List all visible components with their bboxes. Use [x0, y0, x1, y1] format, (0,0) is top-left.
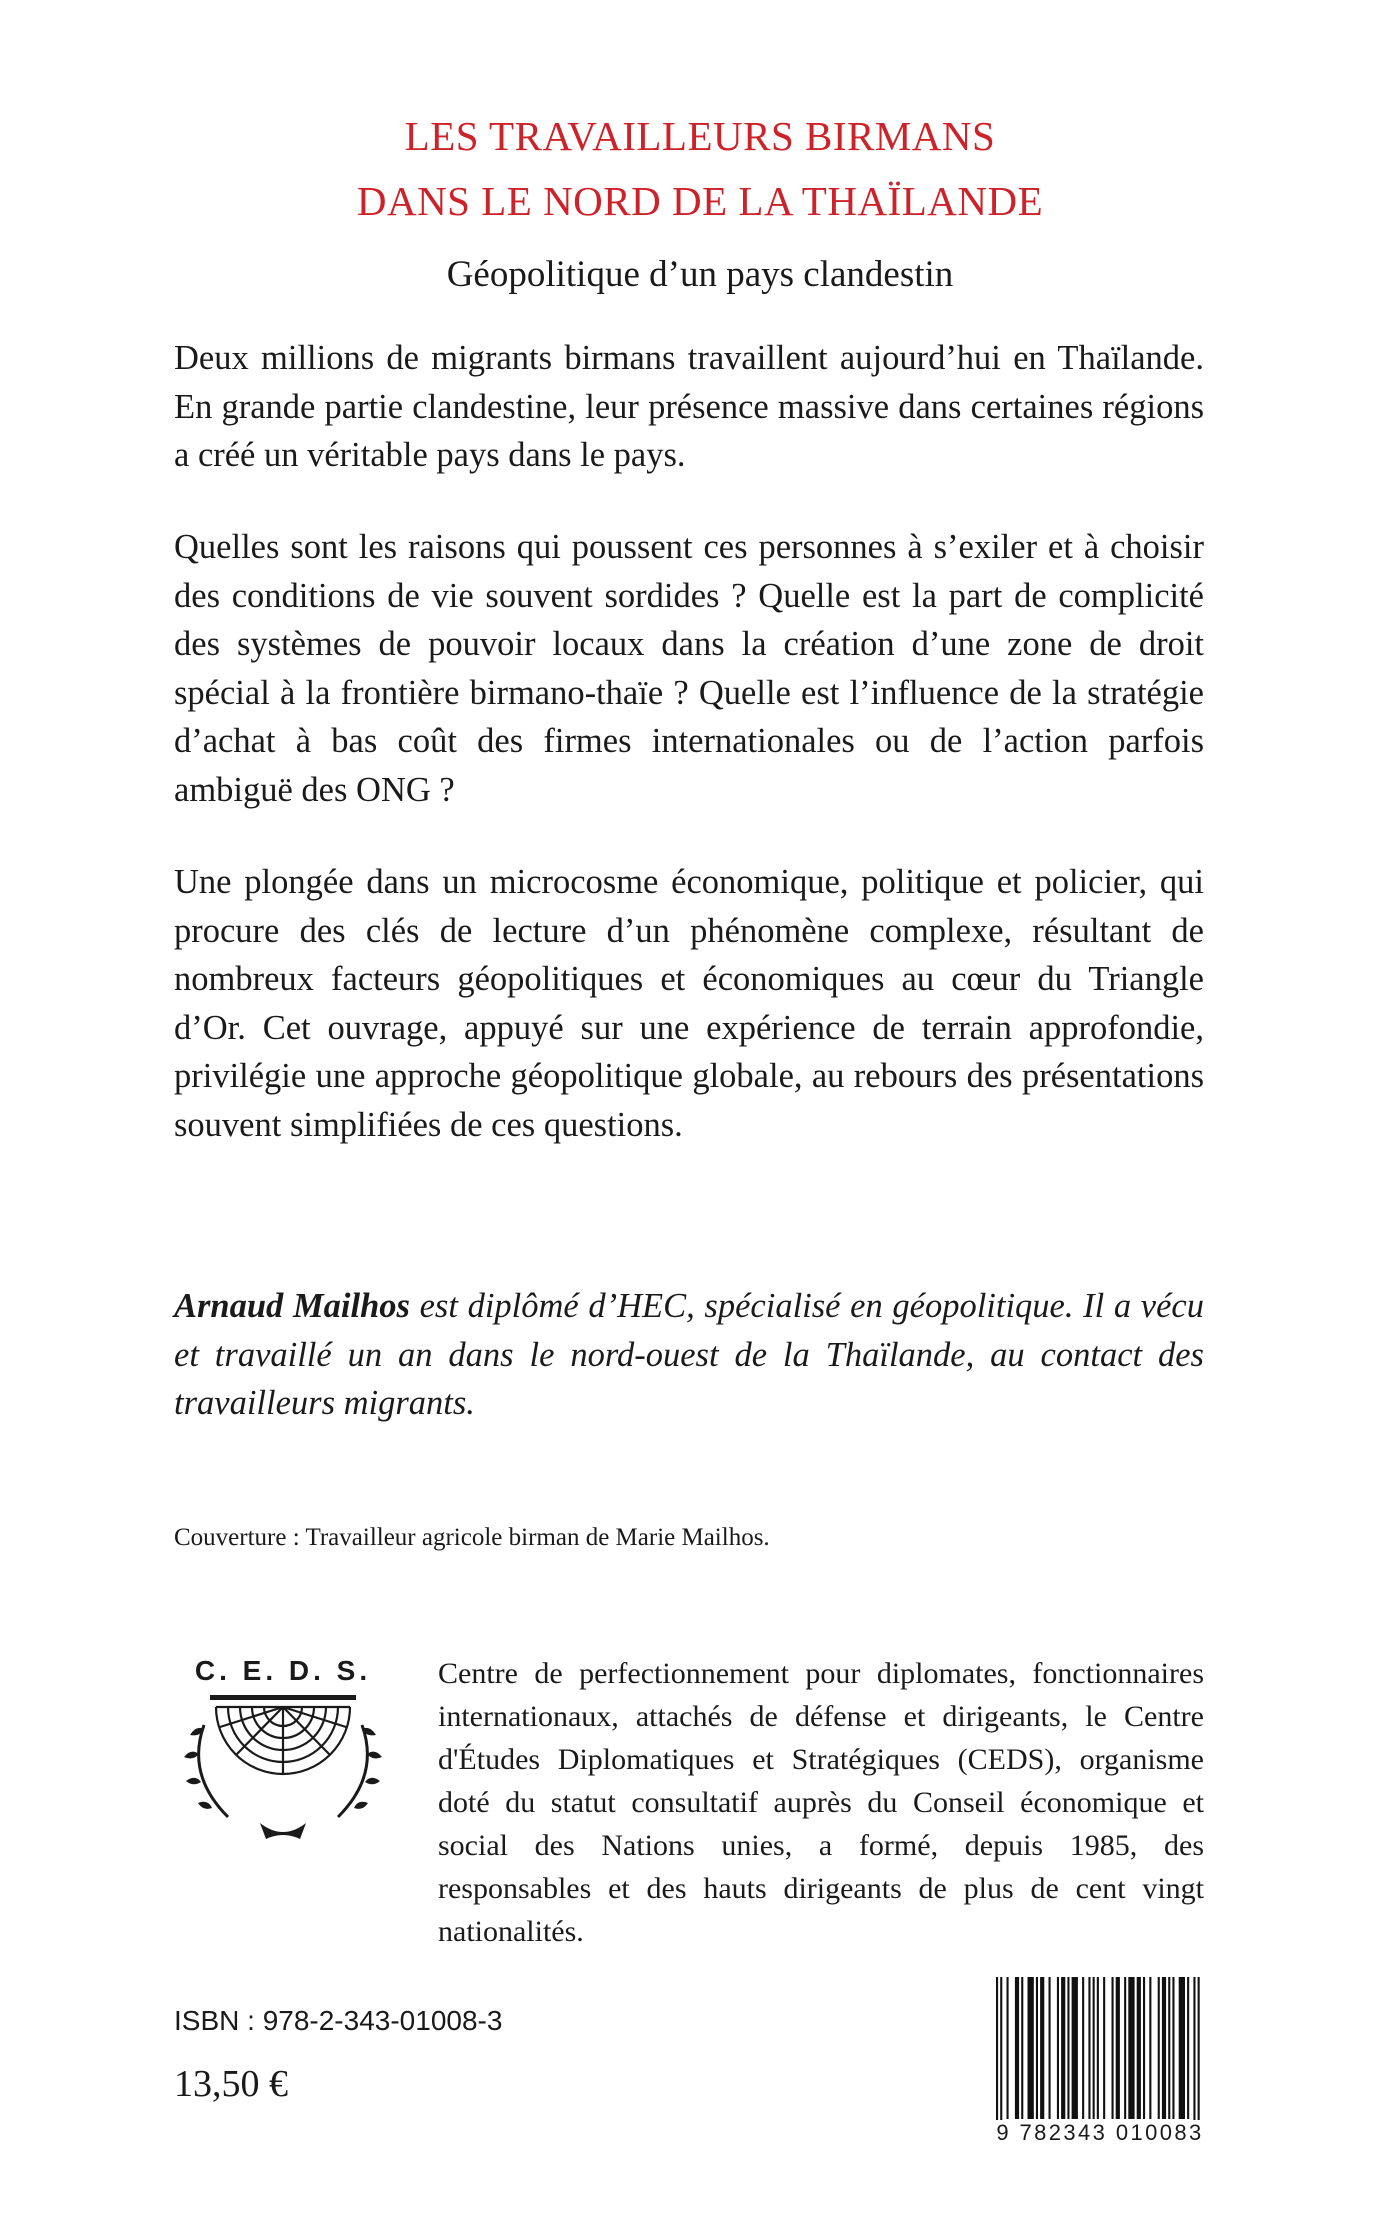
summary-paragraph-1: Deux millions de migrants birmans travaillent aujourd’hui en Thaïlande. En grande partie clandestine, leur présence massive dans certaines régions a créé un véritable pays dans le pays. [174, 339, 1204, 474]
barcode-bar [1093, 1977, 1095, 2119]
book-title-line-2: DANS LE NORD DE LA THAÏLANDE [356, 178, 1044, 224]
price: 13,50 € [174, 2063, 288, 2105]
barcode-bar [1097, 1977, 1099, 2119]
isbn: ISBN : 978-2-343-01008-3 [174, 2005, 503, 2036]
barcode-bar [1103, 1977, 1105, 2119]
barcode-bar [1172, 1977, 1174, 2119]
barcode-bar [1082, 1977, 1084, 2119]
barcode-bar [1021, 1977, 1023, 2119]
barcode-bar [1049, 1977, 1051, 2119]
author-bio [174, 1282, 1204, 1428]
barcode-bar [1124, 1977, 1126, 2119]
ceds-description: Centre de perfectionnement pour diplomates, fonctionnaires internationaux, attachés de défense et dirigeants, le Centre d'Études Diplomatiques et Stratégiques (CEDS), organisme doté du statut consultatif auprès du Conseil économique et social des Nations unies, a formé, depuis 1985, des responsables et des hauts dirigeants de plus de cent vingt nationalités. [438, 1657, 1204, 1948]
barcode-bar [1067, 1977, 1069, 2119]
barcode-bar [1168, 1977, 1170, 2119]
barcode-bar [1193, 1977, 1195, 2127]
barcode-bar [1061, 1977, 1065, 2119]
ceds-logo-text: C. E. D. S. [194, 1655, 372, 1686]
barcode-bar [1137, 1977, 1141, 2119]
ceds-logo [168, 1655, 398, 1855]
barcode-bar [1128, 1977, 1134, 2119]
barcode-bar [1198, 1977, 1200, 2127]
barcode-bar [1088, 1977, 1090, 2119]
author-bio-text: est diplômé d’HEC, spécialisé en géopolitique. Il a vécu et travaillé un an dans le nord-ouest de la Thaïlande, au contact des travailleurs migrants. [174, 1287, 1204, 1422]
book-title-line-1: LES TRAVAILLEURS BIRMANS [404, 113, 996, 159]
barcode-bar [1007, 1977, 1009, 2119]
author-name: Arnaud Mailhos [174, 1287, 410, 1325]
summary-paragraph-2: Quelles sont les raisons qui poussent ces personnes à s’exiler et à choisir des conditions de vie souvent sordides ? Quelle est la part de complicité des systèmes de pouvoir locaux dans la création d’une zone de droit spécial à la frontière birmano-thaïe ? Quelle est l’influence de la stratégie d’achat à bas coût des firmes internationales ou de l’action parfois ambiguë des ONG ? [174, 528, 1204, 809]
summary-paragraph-3: Une plongée dans un microcosme économique, politique et policier, qui procure des clés de lecture d’un phénomène complexe, résultant de nombreux facteurs géopolitiques et économiques au cœur du Triangle d’Or. Cet ouvrage, appuyé sur une expérience de terrain approfondie, privilégie une approche géopolitique globale, au rebours des présentations souvent simplifiées de ces questions. [174, 863, 1204, 1144]
barcode-bar [1179, 1977, 1185, 2119]
barcode-bar [1036, 1977, 1038, 2119]
barcode-bar [1015, 1977, 1019, 2119]
barcode-bar [1158, 1977, 1160, 2119]
barcode-bar [1149, 1977, 1151, 2119]
barcode-bar [1116, 1977, 1120, 2119]
barcode-bar [1072, 1977, 1078, 2119]
barcode-bar [996, 1977, 998, 2127]
barcode-bar [1028, 1977, 1034, 2119]
cover-credit: Couverture : Travailleur agricole birman de Marie Mailhos. [174, 1524, 770, 1551]
barcode-bar [1112, 1977, 1114, 2119]
barcode-bar [1187, 1977, 1189, 2119]
barcode-digits: 9 782343 010083 [990, 2120, 1210, 2146]
book-subtitle: Géopolitique d’un pays clandestin [446, 254, 954, 295]
barcode-bar [1040, 1977, 1044, 2119]
barcode-bar [1000, 1977, 1002, 2127]
barcode-bar [1162, 1977, 1166, 2119]
barcode-bar [1057, 1977, 1059, 2119]
barcode-bar [1143, 1977, 1145, 2119]
un-emblem-icon [168, 1695, 398, 1855]
